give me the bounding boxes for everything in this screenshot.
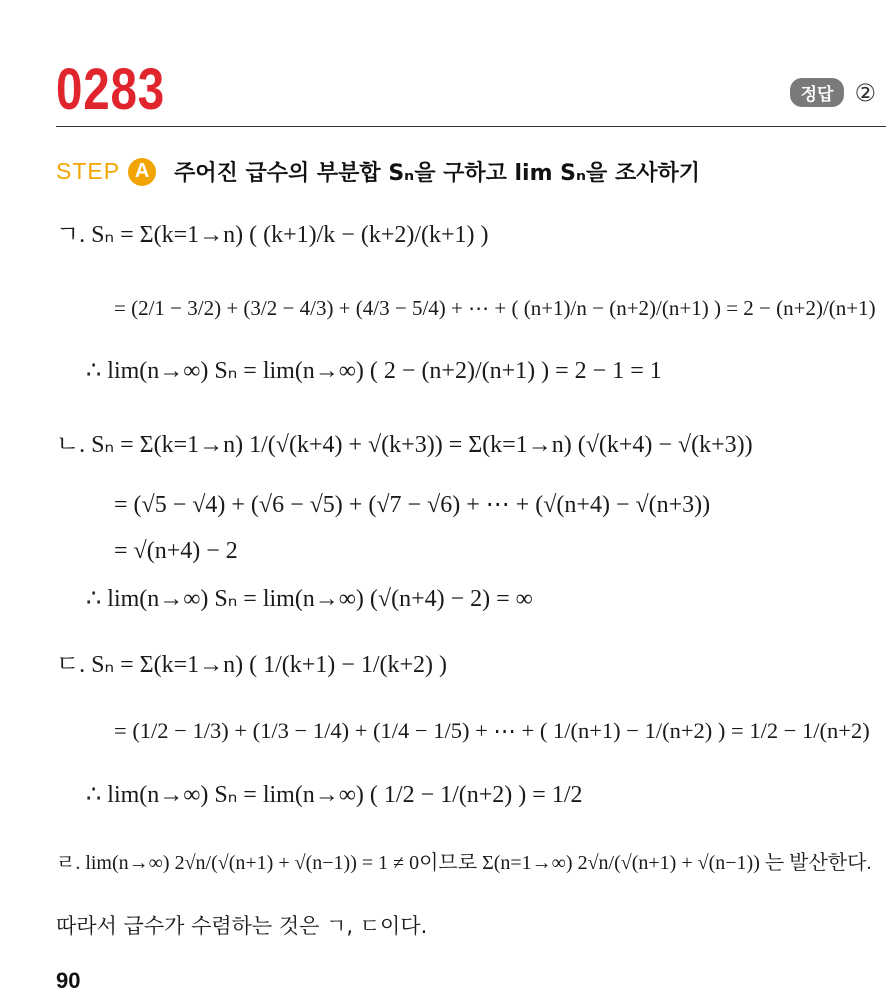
solution-line-n2: = (√5 − √4) + (√6 − √5) + (√7 − √6) + ⋯ + (√(n+4) − √(n+3)) <box>114 492 711 518</box>
solution-line-g1: ㄱ. Sₙ = Σ(k=1→n) ( (k+1)/k − (k+2)/(k+1) ) <box>56 222 489 248</box>
answer-mark: ② <box>854 78 876 107</box>
step-word: STEP <box>56 158 121 184</box>
conclusion: 따라서 급수가 수렴하는 것은 ㄱ, ㄷ이다. <box>56 914 428 938</box>
solution-line-d1: ㄷ. Sₙ = Σ(k=1→n) ( 1/(k+1) − 1/(k+2) ) <box>56 652 448 678</box>
solution-line-n1: ㄴ. Sₙ = Σ(k=1→n) 1/(√(k+4) + √(k+3)) = Σ(k=1→n) (√(k+4) − √(k+3)) <box>56 432 753 458</box>
solution-line-g2: = (2/1 − 3/2) + (3/2 − 4/3) + (4/3 − 5/4) + ⋯ + ( (n+1)/n − (n+2)/(n+1) ) = 2 − (n+2)/(n+1) <box>114 296 876 320</box>
problem-number: 0283 <box>56 57 166 122</box>
step-title: 주어진 급수의 부분합 Sₙ을 구하고 lim Sₙ을 조사하기 <box>174 161 700 186</box>
answer-badge: 정답 <box>790 78 845 107</box>
solution-line-d2: = (1/2 − 1/3) + (1/3 − 1/4) + (1/4 − 1/5) + ⋯ + ( 1/(n+1) − 1/(n+2) ) = 1/2 − 1/(n+2) <box>114 718 870 743</box>
step-header <box>56 156 700 187</box>
solution-line-d3: ∴ lim(n→∞) Sₙ = lim(n→∞) ( 1/2 − 1/(n+2) ) = 1/2 <box>86 782 583 808</box>
solution-line-n3: = √(n+4) − 2 <box>114 538 238 564</box>
header-divider <box>56 126 886 127</box>
solution-line-r1: ㄹ. lim(n→∞) 2√n/(√(n+1) + √(n−1)) = 1 ≠ 0이므로 Σ(n=1→∞) 2√n/(√(n+1) + √(n−1)) 는 발산한다. <box>56 852 872 874</box>
step-letter-badge: A <box>128 158 156 186</box>
page-number: 90 <box>56 968 81 993</box>
solution-line-n4: ∴ lim(n→∞) Sₙ = lim(n→∞) (√(n+4) − 2) = ∞ <box>86 586 533 612</box>
solution-line-g3: ∴ lim(n→∞) Sₙ = lim(n→∞) ( 2 − (n+2)/(n+1) ) = 2 − 1 = 1 <box>86 358 662 384</box>
answer-box <box>790 78 876 107</box>
